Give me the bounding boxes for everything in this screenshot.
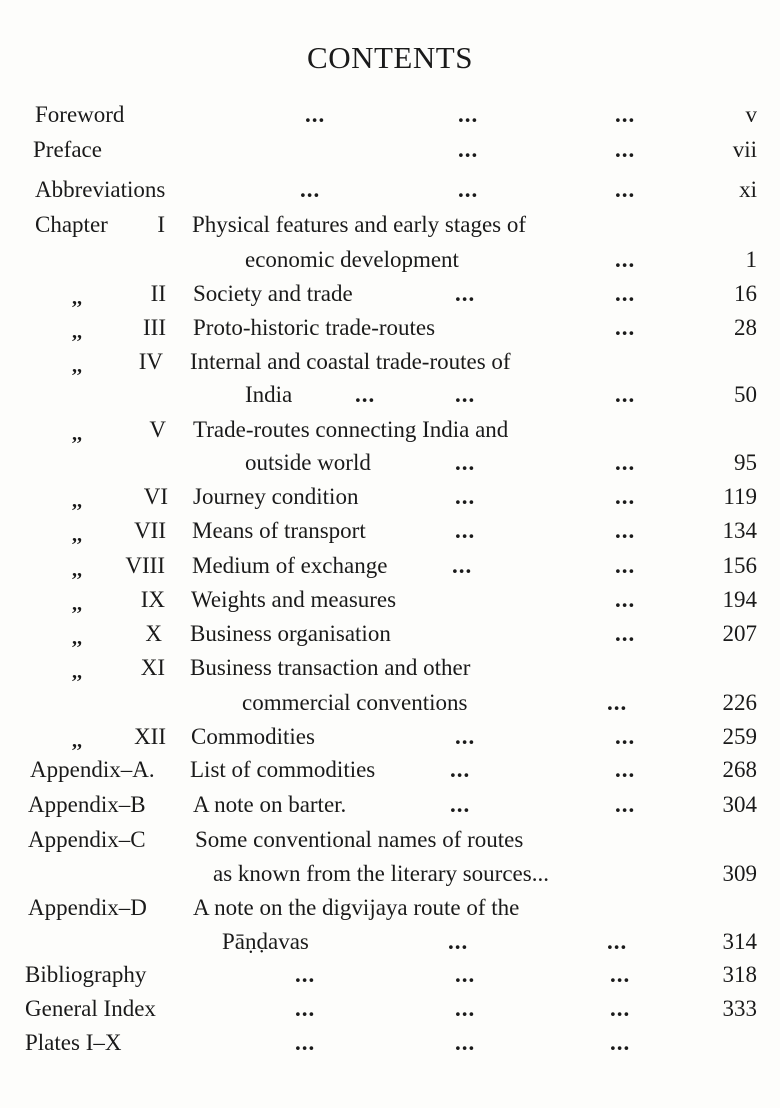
page-number: 134 bbox=[722, 518, 757, 543]
entry-title: Trade-routes connecting India and bbox=[193, 417, 509, 442]
ditto-mark: ,, bbox=[72, 490, 82, 512]
ditto-mark: ,, bbox=[72, 627, 82, 649]
leader-dots: ... bbox=[458, 102, 479, 127]
leader-dots: ... bbox=[615, 177, 636, 202]
leader-dots: ... bbox=[452, 553, 473, 578]
leader-dots: ... bbox=[615, 518, 636, 543]
entry-label: Appendix–C bbox=[28, 827, 146, 852]
leader-dots: ... bbox=[455, 450, 476, 475]
entry-title: Business organisation bbox=[190, 621, 391, 646]
leader-dots: ... bbox=[615, 724, 636, 749]
entry-title: Commodities bbox=[191, 724, 315, 749]
leader-dots: ... bbox=[355, 382, 376, 407]
chapter-numeral: II bbox=[150, 281, 166, 306]
leader-dots: ... bbox=[615, 247, 636, 272]
entry-label: Preface bbox=[33, 137, 102, 162]
leader-dots: ... bbox=[448, 929, 469, 954]
chapter-numeral: I bbox=[157, 212, 165, 237]
chapter-numeral: XI bbox=[140, 655, 165, 680]
leader-dots: ... bbox=[615, 792, 636, 817]
entry-label: Appendix–A. bbox=[30, 757, 155, 782]
leader-dots: ... bbox=[455, 996, 476, 1021]
leader-dots: ... bbox=[450, 792, 471, 817]
chapter-numeral: IX bbox=[140, 587, 165, 612]
leader-dots: ... bbox=[615, 102, 636, 127]
leader-dots: ... bbox=[455, 1030, 476, 1055]
page-number: 314 bbox=[722, 929, 757, 954]
leader-dots: ... bbox=[615, 281, 636, 306]
leader-dots: ... bbox=[455, 518, 476, 543]
page-number: 28 bbox=[734, 315, 757, 340]
leader-dots: ... bbox=[300, 177, 321, 202]
ditto-mark: ,, bbox=[72, 355, 82, 377]
page-number: 259 bbox=[722, 724, 757, 749]
leader-dots: ... bbox=[455, 281, 476, 306]
ditto-mark: ,, bbox=[72, 321, 82, 343]
leader-dots: ... bbox=[607, 929, 628, 954]
entry-label: Bibliography bbox=[25, 962, 147, 987]
leader-dots: ... bbox=[607, 690, 628, 715]
page-number: 304 bbox=[722, 792, 757, 817]
leader-dots: ... bbox=[615, 621, 636, 646]
chapter-numeral: X bbox=[145, 621, 162, 646]
page-number: 318 bbox=[722, 962, 757, 987]
entry-title: Medium of exchange bbox=[192, 553, 388, 578]
entry-label: Abbreviations bbox=[35, 177, 166, 202]
entry-title: Pāṇḍavas bbox=[222, 929, 309, 954]
leader-dots: ... bbox=[295, 1030, 316, 1055]
chapter-numeral: VIII bbox=[125, 553, 165, 578]
entry-label: Appendix–D bbox=[28, 895, 147, 920]
leader-dots: ... bbox=[610, 1030, 631, 1055]
leader-dots: ... bbox=[455, 484, 476, 509]
leader-dots: ... bbox=[615, 382, 636, 407]
ditto-mark: ,, bbox=[72, 524, 82, 546]
entry-label: Plates I–X bbox=[25, 1030, 122, 1055]
leader-dots: ... bbox=[455, 724, 476, 749]
page-number: v bbox=[745, 102, 757, 127]
page-number: 333 bbox=[722, 996, 757, 1021]
entry-label: General Index bbox=[25, 996, 156, 1021]
leader-dots: ... bbox=[455, 962, 476, 987]
page-number: 119 bbox=[723, 484, 757, 509]
entry-title: commercial conventions bbox=[242, 690, 468, 715]
entry-title: Business transaction and other bbox=[190, 655, 471, 680]
page-number: 268 bbox=[722, 757, 757, 782]
page-number: 156 bbox=[722, 553, 757, 578]
ditto-mark: ,, bbox=[72, 287, 82, 309]
ditto-mark: ,, bbox=[72, 730, 82, 752]
leader-dots: ... bbox=[458, 137, 479, 162]
ditto-mark: ,, bbox=[72, 559, 82, 581]
leader-dots: ... bbox=[615, 315, 636, 340]
chapter-numeral: VI bbox=[143, 484, 168, 509]
chapter-numeral: III bbox=[143, 315, 166, 340]
page-number: 16 bbox=[734, 281, 757, 306]
page-number: 194 bbox=[722, 587, 757, 612]
leader-dots: ... bbox=[450, 757, 471, 782]
entry-title: List of commodities bbox=[190, 757, 376, 782]
entry-title: Journey condition bbox=[193, 484, 359, 509]
leader-dots: ... bbox=[615, 757, 636, 782]
chapter-numeral: V bbox=[149, 417, 166, 442]
entry-title: Some conventional names of routes bbox=[195, 827, 524, 852]
page-number: 1 bbox=[745, 247, 757, 272]
leader-dots: ... bbox=[610, 962, 631, 987]
chapter-numeral: XII bbox=[134, 724, 166, 749]
leader-dots: ... bbox=[295, 996, 316, 1021]
ditto-mark: ,, bbox=[72, 423, 82, 445]
entry-title: outside world bbox=[245, 450, 371, 475]
entry-title: Society and trade bbox=[193, 281, 353, 306]
leader-dots: ... bbox=[455, 382, 476, 407]
entry-title: Means of transport bbox=[192, 518, 366, 543]
leader-dots: ... bbox=[615, 587, 636, 612]
leader-dots: ... bbox=[615, 137, 636, 162]
entry-title: Internal and coastal trade-routes of bbox=[190, 349, 511, 374]
entry-title: economic development bbox=[245, 247, 459, 272]
entry-label: Chapter bbox=[35, 212, 108, 237]
entry-title: A note on barter. bbox=[193, 792, 347, 817]
leader-dots: ... bbox=[295, 962, 316, 987]
page-number: 207 bbox=[722, 621, 757, 646]
contents-heading: CONTENTS bbox=[307, 40, 473, 75]
leader-dots: ... bbox=[615, 484, 636, 509]
page-number: xi bbox=[739, 177, 757, 202]
entry-title: Physical features and early stages of bbox=[192, 212, 527, 237]
entry-title: A note on the digvijaya route of the bbox=[193, 895, 520, 920]
page-number: 309 bbox=[722, 861, 757, 886]
ditto-mark: ,, bbox=[72, 661, 82, 683]
entry-label: Appendix–B bbox=[28, 792, 146, 817]
page-number: 226 bbox=[722, 690, 757, 715]
entry-title: as known from the literary sources... bbox=[213, 861, 549, 886]
page-number: 95 bbox=[734, 450, 757, 475]
ditto-mark: ,, bbox=[72, 593, 82, 615]
entry-label: Foreword bbox=[35, 102, 125, 127]
leader-dots: ... bbox=[305, 102, 326, 127]
entry-title: India bbox=[245, 382, 293, 407]
leader-dots: ... bbox=[615, 553, 636, 578]
chapter-numeral: VII bbox=[134, 518, 166, 543]
page-number: vii bbox=[732, 137, 757, 162]
leader-dots: ... bbox=[610, 996, 631, 1021]
leader-dots: ... bbox=[615, 450, 636, 475]
page-number: 50 bbox=[734, 382, 757, 407]
entry-title: Weights and measures bbox=[191, 587, 397, 612]
leader-dots: ... bbox=[458, 177, 479, 202]
entry-title: Proto-historic trade-routes bbox=[193, 315, 436, 340]
chapter-numeral: IV bbox=[138, 349, 163, 374]
